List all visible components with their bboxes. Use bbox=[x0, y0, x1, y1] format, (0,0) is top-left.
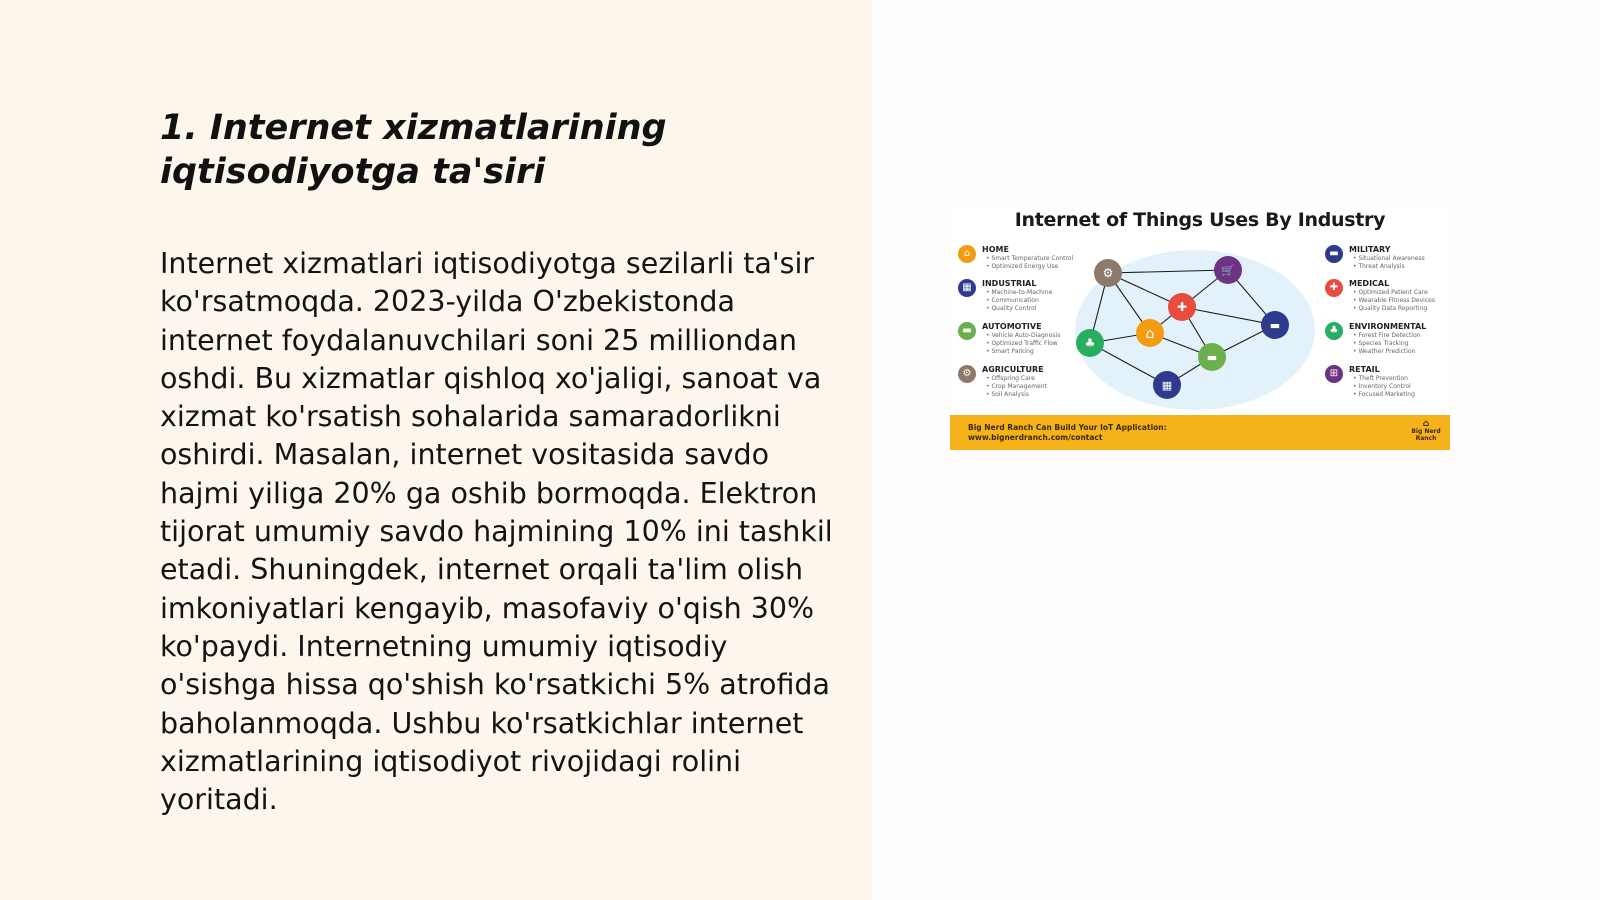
industry-item: • Machine-to-Machine bbox=[986, 289, 1052, 297]
big-nerd-ranch-logo bbox=[1410, 421, 1442, 442]
infographic-title: Internet of Things Uses By Industry bbox=[1014, 209, 1386, 231]
tree-icon: ♣ bbox=[1325, 322, 1343, 340]
industry-item: • Theft Prevention bbox=[1353, 375, 1415, 383]
logo-mark-icon: ⌂ bbox=[1422, 419, 1430, 429]
infographic-footer-bar bbox=[950, 415, 1450, 450]
industry-item: • Quality Data Reporting bbox=[1353, 305, 1435, 313]
iot-infographic bbox=[950, 205, 1450, 450]
industry-item: • Optimized Patient Care bbox=[1353, 289, 1435, 297]
node-tractor bbox=[1094, 259, 1122, 287]
industry-name: MILITARY bbox=[1349, 245, 1391, 254]
car-icon: ▬ bbox=[958, 322, 976, 340]
industry-item: • Smart Temperature Control bbox=[986, 255, 1073, 263]
svg-text:▬: ▬ bbox=[1206, 351, 1218, 364]
svg-text:⚙: ⚙ bbox=[1102, 266, 1114, 280]
tank-icon: ▬ bbox=[1325, 245, 1343, 263]
industry-items bbox=[1353, 375, 1415, 399]
footer-url-text: www.bignerdranch.com/contact bbox=[968, 433, 1103, 442]
image-panel bbox=[872, 0, 1600, 900]
industry-item: • Inventory Control bbox=[1353, 383, 1415, 391]
tractor-icon: ⚙ bbox=[958, 365, 976, 383]
node-factory bbox=[1153, 371, 1181, 399]
svg-text:⌂: ⌂ bbox=[1145, 326, 1155, 342]
industry-items bbox=[986, 375, 1047, 399]
node-tank bbox=[1261, 311, 1289, 339]
svg-text:▦: ▦ bbox=[1161, 379, 1173, 392]
industry-name: ENVIRONMENTAL bbox=[1349, 322, 1427, 331]
slide-title: 1. Internet xizmatlarining iqtisodiyotga ta'siri bbox=[160, 108, 667, 192]
industry-item: • Quality Control bbox=[986, 305, 1052, 313]
logo-text: Big Nerd Ranch bbox=[1411, 428, 1441, 442]
footer-cta-text: Big Nerd Ranch Can Build Your IoT Application: bbox=[968, 423, 1167, 432]
body-paragraph: Internet xizmatlari iqtisodiyotga sezilarli ta'sir ko'rsatmoqda. 2023-yilda O'zbekistonda internet foydalanuvchilari soni 25 milliondan oshdi. Bu xizmatlar qishloq xo'jaligi, sanoat va xizmat ko'rsatish sohalarida samaradorlikni oshirdi. Masalan, internet vositasida savdo hajmi yiliga 20% ga oshib bormoqda. Elektron tijorat umumiy savdo hajmining 10% ini tashkil etadi. Shuningdek, internet orqali ta'lim olish imkoniyatlari kengayib, masofaviy o'qish 30% ko'paydi. Internetning umumiy iqtisodiy o'sishga hissa qo'shish ko'rsatkichi 5% atrofida baholanmoqda. Ushbu ko'rsatkichlar internet xizmatlarining iqtisodiyot rivojidagi rolini yoritadi. bbox=[160, 247, 833, 817]
industry-item: • Vehicle Auto-Diagnosis bbox=[986, 332, 1060, 340]
industry-name: RETAIL bbox=[1349, 365, 1380, 374]
node-home bbox=[1136, 319, 1164, 347]
svg-text:✚: ✚ bbox=[1176, 300, 1188, 314]
industry-item: • Forest Fire Detection bbox=[1353, 332, 1421, 340]
cart-icon: ⊞ bbox=[1325, 365, 1343, 383]
industry-name: AGRICULTURE bbox=[982, 365, 1044, 374]
iot-network-diagram bbox=[1070, 245, 1320, 415]
industry-item: • Crop Management bbox=[986, 383, 1047, 391]
industry-item: • Species Tracking bbox=[1353, 340, 1421, 348]
industry-item: • Weather Prediction bbox=[1353, 348, 1421, 356]
industry-item: • Offspring Care bbox=[986, 375, 1047, 383]
svg-text:🛒: 🛒 bbox=[1221, 264, 1235, 277]
home-icon: ⌂ bbox=[958, 245, 976, 263]
industry-items bbox=[1353, 255, 1425, 271]
industry-item: • Optimized Energy Use bbox=[986, 263, 1073, 271]
industry-items bbox=[986, 289, 1052, 313]
node-car bbox=[1198, 343, 1226, 371]
industry-name: INDUSTRIAL bbox=[982, 279, 1037, 288]
industry-items bbox=[986, 332, 1060, 356]
industry-items bbox=[1353, 332, 1421, 356]
industry-item: • Situational Awareness bbox=[1353, 255, 1425, 263]
industry-name: HOME bbox=[982, 245, 1009, 254]
industry-item: • Wearable Fitness Devices bbox=[1353, 297, 1435, 305]
industry-item: • Communication bbox=[986, 297, 1052, 305]
factory-icon: ▦ bbox=[958, 279, 976, 297]
node-cart bbox=[1214, 256, 1242, 284]
node-tree bbox=[1076, 329, 1104, 357]
node-medical bbox=[1168, 293, 1196, 321]
industry-item: • Soil Analysis bbox=[986, 391, 1047, 399]
industry-items bbox=[986, 255, 1073, 271]
industry-item: • Smart Parking bbox=[986, 348, 1060, 356]
industry-item: • Optimized Traffic Flow bbox=[986, 340, 1060, 348]
industry-name: AUTOMOTIVE bbox=[982, 322, 1042, 331]
svg-text:♣: ♣ bbox=[1084, 336, 1096, 350]
svg-text:▬: ▬ bbox=[1269, 319, 1281, 332]
industry-item: • Focused Marketing bbox=[1353, 391, 1415, 399]
industry-items bbox=[1353, 289, 1435, 313]
industry-item: • Threat Analysis bbox=[1353, 263, 1425, 271]
industry-name: MEDICAL bbox=[1349, 279, 1390, 288]
medical-kit-icon: ✚ bbox=[1325, 279, 1343, 297]
